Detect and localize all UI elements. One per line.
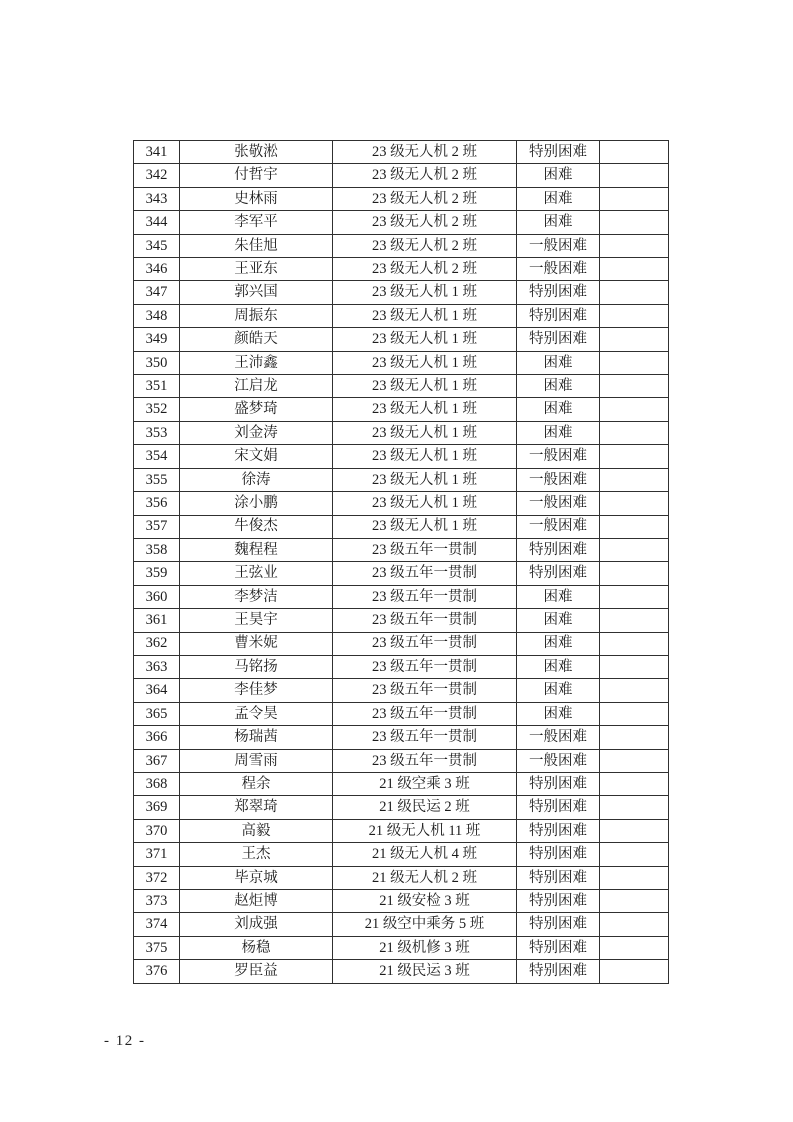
- student-name-cell: 孟令昊: [180, 702, 333, 725]
- table-row: [134, 726, 669, 749]
- difficulty-level-cell: 特别困难: [517, 141, 600, 164]
- table-row: [134, 187, 669, 210]
- remark-cell: [600, 913, 669, 936]
- difficulty-level-cell: 一般困难: [517, 749, 600, 772]
- student-name-cell: 程余: [180, 772, 333, 795]
- remark-cell: [600, 585, 669, 608]
- remark-cell: [600, 421, 669, 444]
- student-name-cell: 刘成强: [180, 913, 333, 936]
- table-row: [134, 655, 669, 678]
- difficulty-level-cell: 特别困难: [517, 819, 600, 842]
- student-name-cell: 朱佳旭: [180, 234, 333, 257]
- class-name-cell: 23 级五年一贯制: [333, 702, 517, 725]
- remark-cell: [600, 281, 669, 304]
- serial-number-cell: 351: [134, 375, 180, 398]
- table-row: [134, 796, 669, 819]
- difficulty-level-cell: 特别困难: [517, 772, 600, 795]
- table-row: [134, 281, 669, 304]
- table-row: [134, 351, 669, 374]
- table-row: [134, 421, 669, 444]
- serial-number-cell: 374: [134, 913, 180, 936]
- remark-cell: [600, 398, 669, 421]
- difficulty-level-cell: 特别困难: [517, 866, 600, 889]
- serial-number-cell: 370: [134, 819, 180, 842]
- serial-number-cell: 359: [134, 562, 180, 585]
- difficulty-level-cell: 特别困难: [517, 890, 600, 913]
- table-row: [134, 304, 669, 327]
- student-name-cell: 江启龙: [180, 375, 333, 398]
- serial-number-cell: 373: [134, 890, 180, 913]
- serial-number-cell: 364: [134, 679, 180, 702]
- student-name-cell: 马铭扬: [180, 655, 333, 678]
- serial-number-cell: 344: [134, 211, 180, 234]
- student-name-cell: 杨瑞茜: [180, 726, 333, 749]
- remark-cell: [600, 702, 669, 725]
- student-name-cell: 魏程程: [180, 538, 333, 561]
- serial-number-cell: 350: [134, 351, 180, 374]
- serial-number-cell: 356: [134, 492, 180, 515]
- difficulty-level-cell: 困难: [517, 187, 600, 210]
- table-row: [134, 702, 669, 725]
- class-name-cell: 23 级五年一贯制: [333, 538, 517, 561]
- remark-cell: [600, 164, 669, 187]
- serial-number-cell: 349: [134, 328, 180, 351]
- serial-number-cell: 360: [134, 585, 180, 608]
- remark-cell: [600, 866, 669, 889]
- class-name-cell: 21 级空乘 3 班: [333, 772, 517, 795]
- remark-cell: [600, 726, 669, 749]
- student-name-cell: 王杰: [180, 843, 333, 866]
- remark-cell: [600, 749, 669, 772]
- table-row: [134, 211, 669, 234]
- difficulty-level-cell: 特别困难: [517, 936, 600, 959]
- difficulty-level-cell: 特别困难: [517, 328, 600, 351]
- table-row: [134, 515, 669, 538]
- difficulty-level-cell: 困难: [517, 375, 600, 398]
- student-name-cell: 高毅: [180, 819, 333, 842]
- student-name-cell: 王弦业: [180, 562, 333, 585]
- table-row: [134, 913, 669, 936]
- remark-cell: [600, 796, 669, 819]
- student-name-cell: 王亚东: [180, 258, 333, 281]
- serial-number-cell: 341: [134, 141, 180, 164]
- difficulty-level-cell: 一般困难: [517, 234, 600, 257]
- remark-cell: [600, 468, 669, 491]
- class-name-cell: 23 级无人机 2 班: [333, 234, 517, 257]
- student-name-cell: 郑翠琦: [180, 796, 333, 819]
- class-name-cell: 23 级无人机 1 班: [333, 304, 517, 327]
- difficulty-level-cell: 困难: [517, 632, 600, 655]
- remark-cell: [600, 515, 669, 538]
- difficulty-level-cell: 特别困难: [517, 913, 600, 936]
- serial-number-cell: 353: [134, 421, 180, 444]
- class-name-cell: 23 级无人机 1 班: [333, 375, 517, 398]
- remark-cell: [600, 492, 669, 515]
- serial-number-cell: 362: [134, 632, 180, 655]
- student-table-body: [134, 141, 669, 984]
- class-name-cell: 23 级五年一贯制: [333, 609, 517, 632]
- table-row: [134, 960, 669, 983]
- serial-number-cell: 365: [134, 702, 180, 725]
- serial-number-cell: 354: [134, 445, 180, 468]
- table-row: [134, 843, 669, 866]
- class-name-cell: 23 级五年一贯制: [333, 562, 517, 585]
- serial-number-cell: 368: [134, 772, 180, 795]
- serial-number-cell: 366: [134, 726, 180, 749]
- difficulty-level-cell: 一般困难: [517, 468, 600, 491]
- difficulty-level-cell: 特别困难: [517, 281, 600, 304]
- class-name-cell: 21 级民运 3 班: [333, 960, 517, 983]
- difficulty-level-cell: 特别困难: [517, 538, 600, 561]
- table-row: [134, 772, 669, 795]
- serial-number-cell: 352: [134, 398, 180, 421]
- class-name-cell: 21 级无人机 2 班: [333, 866, 517, 889]
- table-row: [134, 468, 669, 491]
- student-name-cell: 郭兴国: [180, 281, 333, 304]
- table-row: [134, 141, 669, 164]
- student-name-cell: 毕京城: [180, 866, 333, 889]
- table-row: [134, 609, 669, 632]
- class-name-cell: 21 级无人机 11 班: [333, 819, 517, 842]
- student-name-cell: 颜皓天: [180, 328, 333, 351]
- remark-cell: [600, 632, 669, 655]
- difficulty-level-cell: 特别困难: [517, 843, 600, 866]
- table-row: [134, 258, 669, 281]
- remark-cell: [600, 679, 669, 702]
- class-name-cell: 21 级安检 3 班: [333, 890, 517, 913]
- student-name-cell: 李梦洁: [180, 585, 333, 608]
- student-name-cell: 王昊宇: [180, 609, 333, 632]
- student-name-cell: 罗臣益: [180, 960, 333, 983]
- class-name-cell: 21 级无人机 4 班: [333, 843, 517, 866]
- class-name-cell: 21 级民运 2 班: [333, 796, 517, 819]
- difficulty-level-cell: 一般困难: [517, 726, 600, 749]
- student-name-cell: 赵炬博: [180, 890, 333, 913]
- student-name-cell: 周雪雨: [180, 749, 333, 772]
- student-name-cell: 宋文娟: [180, 445, 333, 468]
- class-name-cell: 23 级五年一贯制: [333, 632, 517, 655]
- student-name-cell: 王沛鑫: [180, 351, 333, 374]
- difficulty-level-cell: 困难: [517, 679, 600, 702]
- difficulty-level-cell: 困难: [517, 702, 600, 725]
- table-row: [134, 679, 669, 702]
- difficulty-level-cell: 一般困难: [517, 258, 600, 281]
- serial-number-cell: 348: [134, 304, 180, 327]
- student-name-cell: 涂小鹏: [180, 492, 333, 515]
- class-name-cell: 23 级无人机 2 班: [333, 187, 517, 210]
- remark-cell: [600, 304, 669, 327]
- serial-number-cell: 358: [134, 538, 180, 561]
- student-aid-roster-table: [133, 140, 669, 984]
- remark-cell: [600, 351, 669, 374]
- student-name-cell: 曹米妮: [180, 632, 333, 655]
- remark-cell: [600, 772, 669, 795]
- table-row: [134, 328, 669, 351]
- serial-number-cell: 372: [134, 866, 180, 889]
- serial-number-cell: 346: [134, 258, 180, 281]
- class-name-cell: 23 级五年一贯制: [333, 585, 517, 608]
- table-row: [134, 890, 669, 913]
- serial-number-cell: 343: [134, 187, 180, 210]
- class-name-cell: 21 级空中乘务 5 班: [333, 913, 517, 936]
- class-name-cell: 23 级无人机 1 班: [333, 515, 517, 538]
- remark-cell: [600, 936, 669, 959]
- class-name-cell: 23 级无人机 1 班: [333, 468, 517, 491]
- remark-cell: [600, 258, 669, 281]
- remark-cell: [600, 234, 669, 257]
- class-name-cell: 23 级无人机 1 班: [333, 281, 517, 304]
- class-name-cell: 23 级五年一贯制: [333, 726, 517, 749]
- class-name-cell: 23 级无人机 1 班: [333, 351, 517, 374]
- table-row: [134, 585, 669, 608]
- student-name-cell: 李佳梦: [180, 679, 333, 702]
- difficulty-level-cell: 特别困难: [517, 562, 600, 585]
- class-name-cell: 21 级机修 3 班: [333, 936, 517, 959]
- difficulty-level-cell: 困难: [517, 211, 600, 234]
- difficulty-level-cell: 困难: [517, 164, 600, 187]
- difficulty-level-cell: 一般困难: [517, 515, 600, 538]
- student-name-cell: 牛俊杰: [180, 515, 333, 538]
- table-row: [134, 632, 669, 655]
- serial-number-cell: 347: [134, 281, 180, 304]
- class-name-cell: 23 级无人机 1 班: [333, 492, 517, 515]
- table-row: [134, 234, 669, 257]
- remark-cell: [600, 655, 669, 678]
- table-row: [134, 375, 669, 398]
- table-row: [134, 936, 669, 959]
- page-number: - 12 -: [104, 1033, 146, 1049]
- class-name-cell: 23 级无人机 2 班: [333, 258, 517, 281]
- serial-number-cell: 367: [134, 749, 180, 772]
- student-name-cell: 徐涛: [180, 468, 333, 491]
- class-name-cell: 23 级无人机 2 班: [333, 211, 517, 234]
- difficulty-level-cell: 困难: [517, 421, 600, 444]
- serial-number-cell: 363: [134, 655, 180, 678]
- remark-cell: [600, 562, 669, 585]
- remark-cell: [600, 187, 669, 210]
- difficulty-level-cell: 一般困难: [517, 445, 600, 468]
- remark-cell: [600, 843, 669, 866]
- remark-cell: [600, 328, 669, 351]
- serial-number-cell: 342: [134, 164, 180, 187]
- table-row: [134, 492, 669, 515]
- remark-cell: [600, 445, 669, 468]
- table-row: [134, 866, 669, 889]
- serial-number-cell: 371: [134, 843, 180, 866]
- remark-cell: [600, 819, 669, 842]
- serial-number-cell: 361: [134, 609, 180, 632]
- class-name-cell: 23 级五年一贯制: [333, 749, 517, 772]
- table-row: [134, 562, 669, 585]
- student-name-cell: 盛梦琦: [180, 398, 333, 421]
- class-name-cell: 23 级无人机 1 班: [333, 421, 517, 444]
- remark-cell: [600, 538, 669, 561]
- table-row: [134, 819, 669, 842]
- serial-number-cell: 357: [134, 515, 180, 538]
- student-name-cell: 李军平: [180, 211, 333, 234]
- serial-number-cell: 369: [134, 796, 180, 819]
- remark-cell: [600, 609, 669, 632]
- serial-number-cell: 345: [134, 234, 180, 257]
- difficulty-level-cell: 困难: [517, 585, 600, 608]
- serial-number-cell: 376: [134, 960, 180, 983]
- student-name-cell: 张敬淞: [180, 141, 333, 164]
- remark-cell: [600, 211, 669, 234]
- table-row: [134, 538, 669, 561]
- table-row: [134, 398, 669, 421]
- class-name-cell: 23 级无人机 2 班: [333, 164, 517, 187]
- class-name-cell: 23 级五年一贯制: [333, 679, 517, 702]
- remark-cell: [600, 141, 669, 164]
- student-name-cell: 史林雨: [180, 187, 333, 210]
- difficulty-level-cell: 困难: [517, 398, 600, 421]
- difficulty-level-cell: 困难: [517, 655, 600, 678]
- student-name-cell: 周振东: [180, 304, 333, 327]
- table-row: [134, 164, 669, 187]
- table-row: [134, 749, 669, 772]
- remark-cell: [600, 375, 669, 398]
- table-row: [134, 445, 669, 468]
- student-name-cell: 杨稳: [180, 936, 333, 959]
- difficulty-level-cell: 困难: [517, 609, 600, 632]
- class-name-cell: 23 级五年一贯制: [333, 655, 517, 678]
- class-name-cell: 23 级无人机 1 班: [333, 398, 517, 421]
- difficulty-level-cell: 特别困难: [517, 796, 600, 819]
- serial-number-cell: 355: [134, 468, 180, 491]
- difficulty-level-cell: 困难: [517, 351, 600, 374]
- remark-cell: [600, 890, 669, 913]
- class-name-cell: 23 级无人机 1 班: [333, 328, 517, 351]
- student-name-cell: 付哲宇: [180, 164, 333, 187]
- serial-number-cell: 375: [134, 936, 180, 959]
- difficulty-level-cell: 特别困难: [517, 304, 600, 327]
- remark-cell: [600, 960, 669, 983]
- difficulty-level-cell: 特别困难: [517, 960, 600, 983]
- class-name-cell: 23 级无人机 1 班: [333, 445, 517, 468]
- difficulty-level-cell: 一般困难: [517, 492, 600, 515]
- student-name-cell: 刘金涛: [180, 421, 333, 444]
- class-name-cell: 23 级无人机 2 班: [333, 141, 517, 164]
